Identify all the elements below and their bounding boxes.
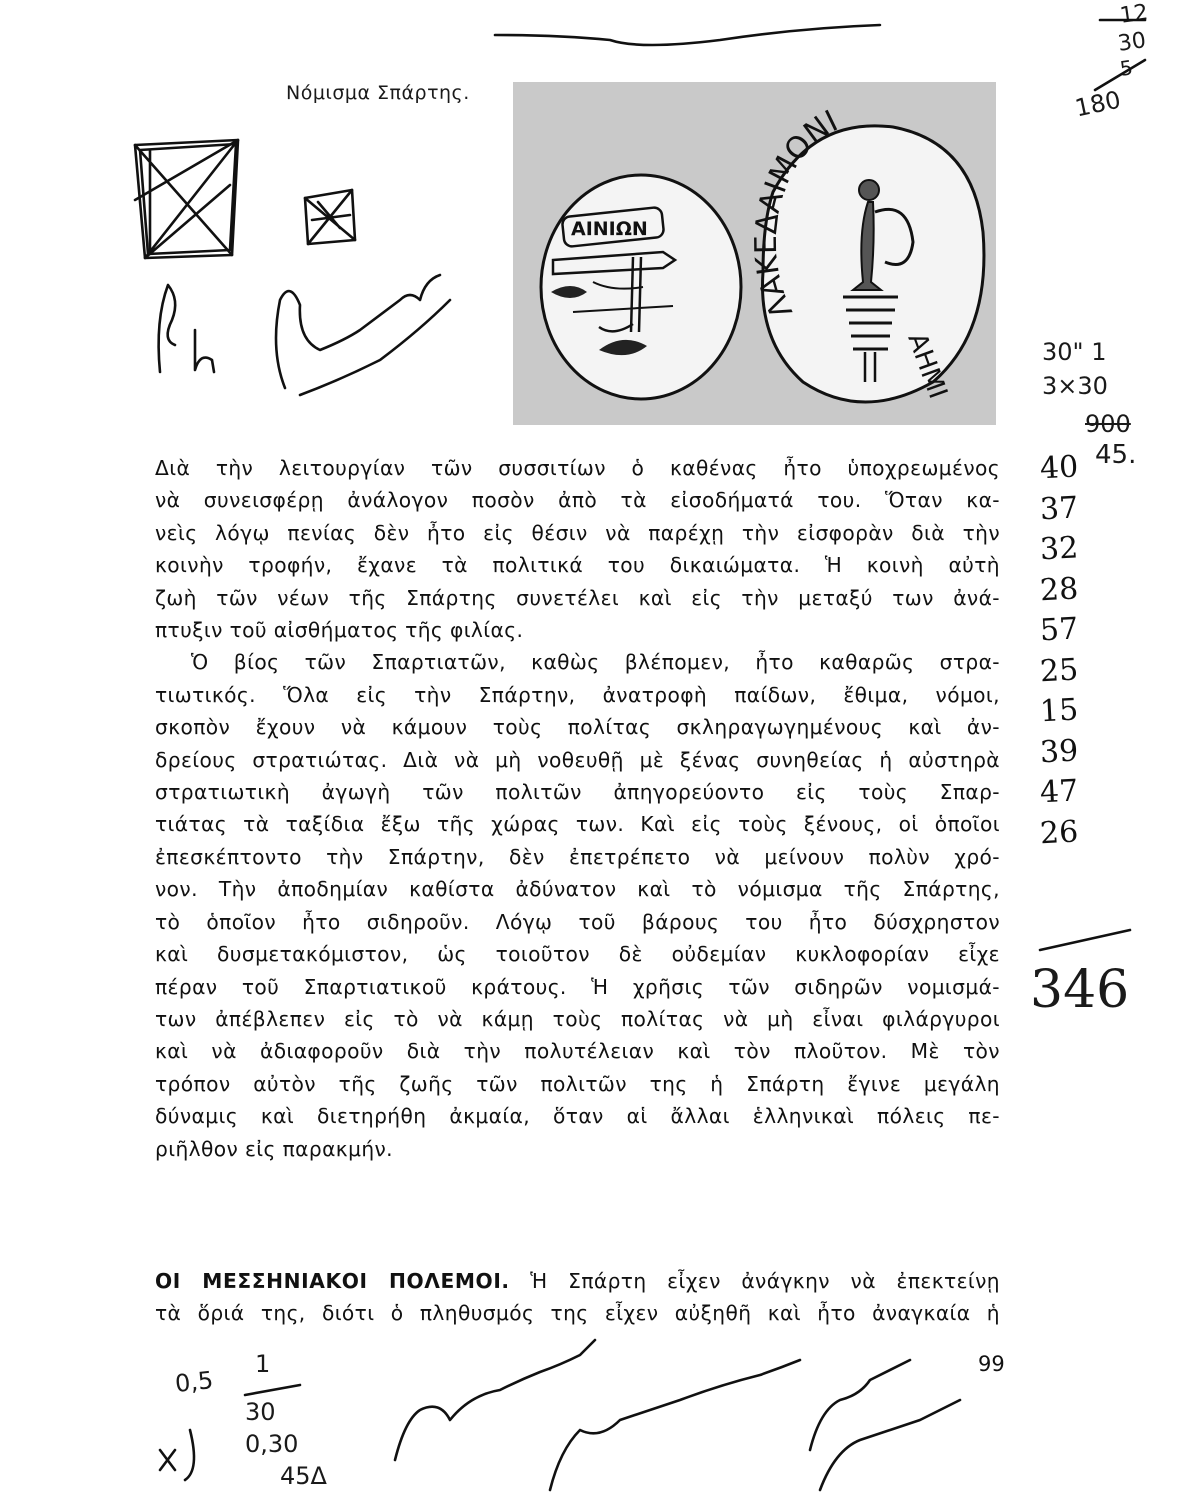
margin-number: 57 (1039, 611, 1080, 649)
text-line: τιάτας τὰ ταξίδια ἔξω τῆς χώρας των. Καὶ εἰς τοὺς ξένους, οἱ ὁποῖοι (155, 812, 1000, 837)
signature-left (159, 285, 214, 372)
margin-number: 28 (1039, 570, 1080, 608)
handwritten-note: 1 (255, 1350, 271, 1378)
text-line: πέραν τοῦ Σπαρτιατικοῦ κράτους. Ἡ χρῆσις τῶν σιδηρῶν νομισμά- (155, 974, 1000, 999)
text-line: κοινὴν τροφήν, ἔχανε τὰ πολιτικά του δικαιώματα. Ἡ κοινὴ αὐτὴ (155, 553, 1000, 578)
coin-illustration (513, 82, 996, 425)
sketch-box-large (135, 140, 238, 258)
margin-number: 47 (1039, 773, 1080, 811)
section-heading: ΟΙ ΜΕΣΣΗΝΙΑΚΟΙ ΠΟΛΕΜΟΙ. (155, 1269, 510, 1293)
text-line: νον. Τὴν ἀποδημίαν καθίστα ἀδύνατον καὶ τὸ νόμισμα τῆς Σπάρτης, (155, 877, 1000, 902)
text-line: στρατιωτικὴ ἀγωγὴ τῶν πολιτῶν ἀπηγορεύοντο εἰς τοὺς Σπαρ- (155, 780, 1000, 805)
coin-right-inner: ΑΗΜΙ (901, 329, 953, 403)
text-line: νὰ συνεισφέρῃ ἀνάλογον ποσὸν ἀπὸ τὰ εἰσοδήματά του. Ὅταν κα- (155, 488, 1000, 513)
handwritten-note: 45. (1095, 440, 1137, 470)
text-line: τιωτικός. Ὅλα εἰς τὴν Σπάρτην, ἀνατροφὴ παίδων, ἔθιμα, νόμοι, (155, 682, 1000, 707)
handwritten-note: 0,5 (173, 1366, 215, 1398)
margin-number: 37 (1039, 489, 1080, 527)
handwritten-note: 12 (1118, 0, 1150, 29)
section-line-2: τὰ ὅριά της, διότι ὁ πληθυσμός της εἶχεν αὐξηθῆ καὶ ἦτο ἀναγκαία ἡ (155, 1301, 1000, 1325)
handwritten-note: 30 (1116, 28, 1148, 57)
paragraph-2 (155, 646, 1000, 1165)
page-number: 99 (978, 1352, 1005, 1376)
handwritten-note: 3×30 (1042, 372, 1108, 400)
margin-total: 346 (1030, 960, 1130, 1020)
text-line: ριῆλθον εἰς παρακμήν. (155, 1136, 394, 1161)
text-line: τὸ ὁποῖον ἦτο σιδηροῦν. Λόγῳ τοῦ βάρους του ἦτο δύσχρηστον (155, 909, 1000, 934)
handwritten-note: 5 (1118, 55, 1135, 81)
handwritten-note: 900 (1085, 410, 1131, 438)
text-line: σκοπὸν ἔχουν νὰ κάμουν τοὺς πολίτας σκληραγωγημένους καὶ ἀν- (155, 715, 1000, 740)
signature-bottom-3 (810, 1360, 960, 1490)
section-line-1: Ἡ Σπάρτη εἶχεν ἀνάγκην νὰ ἐπεκτείνῃ (509, 1269, 1000, 1293)
paragraph-1 (155, 452, 1000, 646)
handwritten-note: 180 (1072, 85, 1124, 123)
handwritten-note: 45Δ (280, 1462, 327, 1490)
margin-number: 15 (1039, 692, 1080, 730)
margin-number: 32 (1039, 530, 1080, 568)
margin-number: 39 (1039, 732, 1080, 770)
text-line: δύναμις καὶ διετηρήθη ἀκμαία, ὅταν αἱ ἄλλαι ἑλληνικαὶ πόλεις πε- (155, 1104, 1000, 1129)
handwritten-note: 30 (245, 1398, 276, 1426)
text-line: των ἀπέβλεπεν εἰς τὸ νὰ κάμῃ τοὺς πολίτας νὰ μὴ εἶναι φιλάργυροι (155, 1006, 1000, 1031)
text-line (155, 1265, 1000, 1297)
figure-caption: Νόμισμα Σπάρτης. (286, 82, 470, 104)
text-line: Διὰ τὴν λειτουργίαν τῶν συσσιτίων ὁ καθένας ἦτο ὑποχρεωμένος (155, 456, 1000, 480)
text-line: καὶ νὰ ἀδιαφοροῦν διὰ τὴν πολυτέλειαν καὶ τὸν πλοῦτον. Μὲ τὸν (155, 1039, 1000, 1064)
coin-right (749, 104, 984, 403)
sketch-box-small (305, 190, 355, 244)
text-line: τρόπον αὐτὸν τῆς ζωῆς τῶν πολιτῶν της ἡ Σπάρτη ἔγινε μεγάλη (155, 1071, 1000, 1096)
coin-left (541, 175, 741, 399)
margin-number: 25 (1039, 651, 1080, 689)
signature-bottom-2 (550, 1360, 800, 1490)
text-line: ἐπεσκέπτοντο τὴν Σπάρτην, δὲν ἐπετρέπετο νὰ μείνουν πολὺν χρό- (155, 844, 1000, 869)
text-line: πτυξιν τοῦ αἰσθήματος τῆς φιλίας. (155, 618, 524, 643)
text-line: ζωὴ τῶν νέων τῆς Σπάρτης συνετέλει καὶ εἰς τὴν μεταξύ των ἀνά- (155, 585, 1000, 610)
signature-middle (276, 275, 450, 395)
coin-left-legend: ΑΙΝΙΩΝ (571, 218, 648, 240)
margin-number: 40 (1039, 449, 1080, 487)
coin-right-legend: ΛΑΚΕΔΑΙΜΟΝΙ (748, 103, 844, 324)
body-text (155, 452, 1000, 1165)
handwritten-note: 0,30 (245, 1430, 299, 1458)
section-messenian-wars (155, 1265, 1000, 1329)
signature-bottom-1 (395, 1340, 595, 1460)
text-line: δρείους στρατιώτας. Διὰ νὰ μὴ νοθευθῇ μὲ ξένας συνηθείας ἡ αὐστηρὰ (155, 747, 1000, 772)
text-line: Ὁ βίος τῶν Σπαρτιατῶν, καθὼς βλέπομεν, ἦτο καθαρῶς στρα- (191, 650, 1000, 675)
handwritten-note: 30" 1 (1042, 338, 1107, 366)
text-line: νεὶς λόγῳ πενίας δὲν ἦτο εἰς θέσιν νὰ παρέχῃ τὴν εἰσφορὰν διὰ τὴν (155, 520, 1000, 545)
margin-number-column (1040, 446, 1170, 851)
margin-number: 26 (1039, 813, 1080, 851)
text-line: καὶ δυσμετακόμιστον, ὡς τοιοῦτον δὲ οὐδεμίαν κυκλοφορίαν εἶχε (155, 942, 1000, 967)
